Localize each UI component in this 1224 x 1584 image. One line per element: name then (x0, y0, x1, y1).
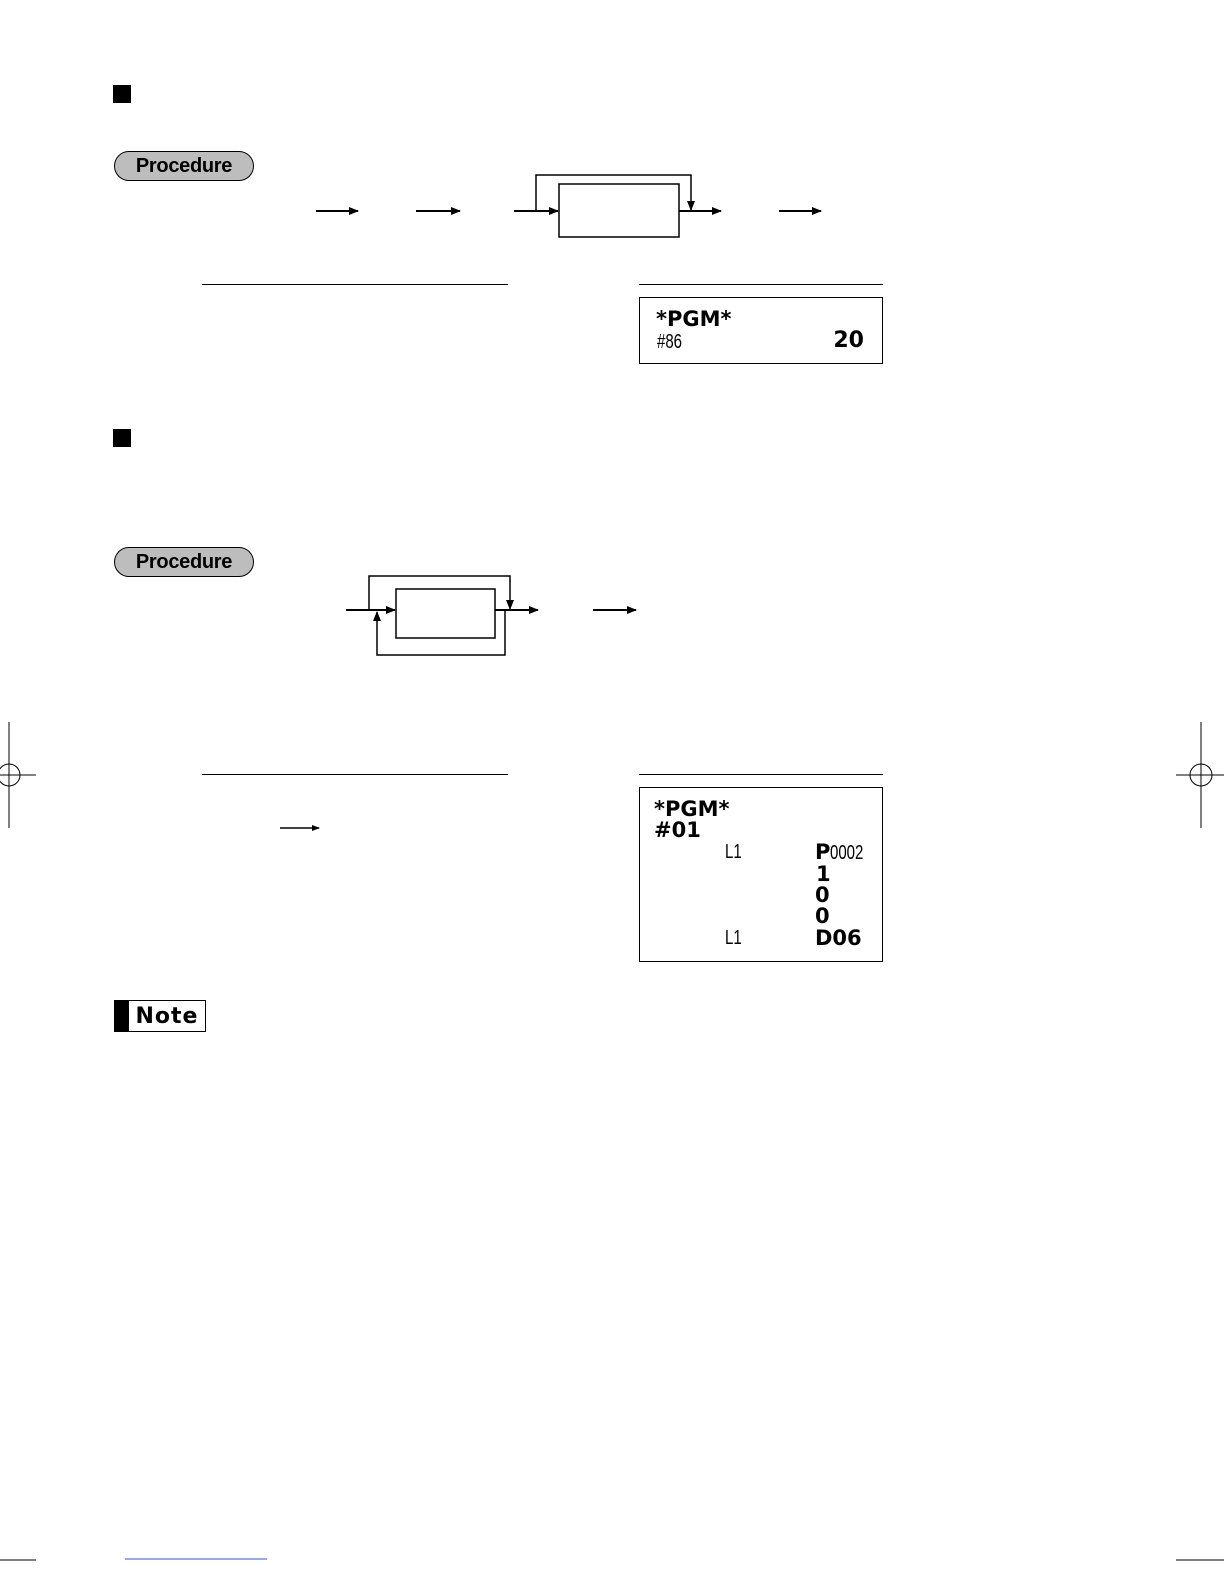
display-row3-right: 0 (815, 883, 830, 907)
display-line1: *PGM* (656, 307, 732, 331)
display-line2-right: 20 (833, 328, 864, 353)
procedure-label: Procedure (135, 154, 233, 177)
display-row2-right: 1 (816, 862, 831, 886)
display-row1-right: P0002 (815, 840, 864, 864)
display-row5-right: D06 (815, 926, 862, 950)
registration-mark-right-icon (1176, 722, 1224, 828)
note-label: Note (135, 1003, 199, 1029)
display-row5-left: L1 (725, 927, 742, 949)
display-row4-right: 0 (815, 904, 830, 928)
registration-mark-left-icon (0, 722, 36, 828)
display-row1-left: L1 (725, 841, 742, 863)
display-line1: *PGM* (654, 797, 730, 821)
display-line2: #01 (654, 818, 701, 842)
procedure-label: Procedure (135, 550, 233, 573)
display-line2-left: #86 (657, 331, 683, 353)
